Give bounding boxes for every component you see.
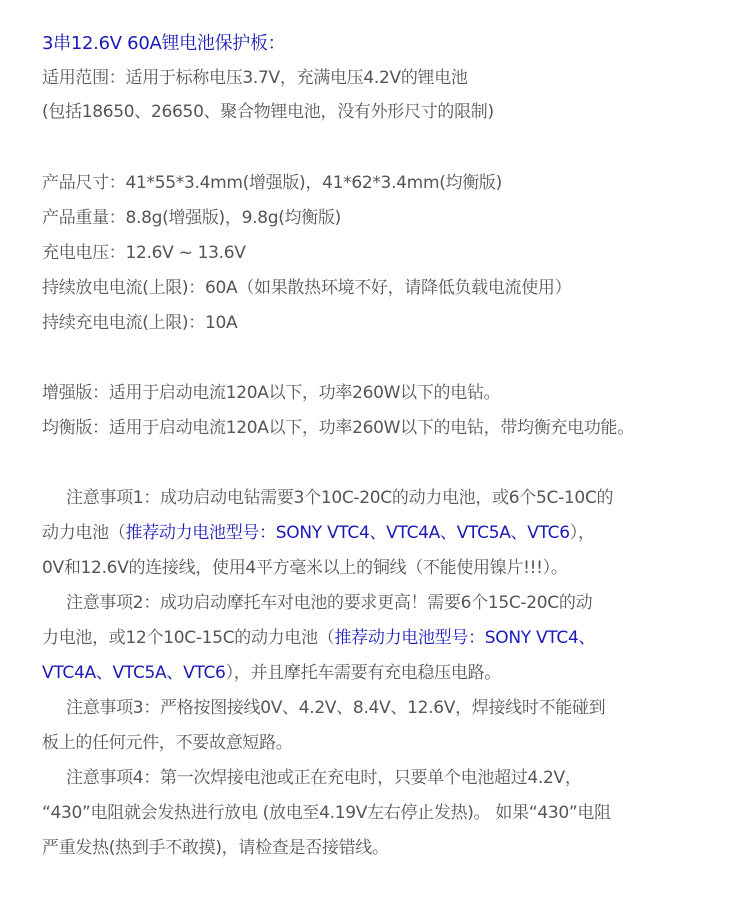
note-4-line-3: 严重发热(热到手不敢摸)，请检查是否接错线。 [42, 838, 389, 858]
note-3-line-2: 板上的任何元件，不要故意短路。 [42, 733, 293, 753]
version-balanced: 均衡版：适用于启动电流120A以下，功率260W以下的电钻，带均衡充电功能。 [42, 418, 634, 438]
note-2-line-2 [42, 626, 595, 650]
scope-line-1: 适用范围：适用于标称电压3.7V，充满电压4.2V的锂电池 [42, 68, 468, 88]
note-3-line-1: 注意事项3：严格按图接线0V、4.2V、8.4V、12.6V，焊接线时不能碰到 [66, 698, 606, 718]
note-1-text: 动力电池（ [42, 523, 126, 543]
note-2-recommended-batteries: 推荐动力电池型号：SONY VTC4、 [334, 628, 596, 648]
note-2-text-end: ），并且摩托车需要有充电稳压电路。 [225, 663, 501, 683]
note-1-line-2 [42, 521, 595, 545]
note-4-line-1: 注意事项4：第一次焊接电池或正在充电时，只要单个电池超过4.2V， [66, 768, 582, 788]
note-2-text: 力电池，或12个10C-15C的动力电池（ [42, 628, 335, 648]
note-4-line-2: “430”电阻就会发热进行放电 (放电至4.19V左右停止发热)。 如果“430”电阻 [42, 803, 611, 823]
note-2-line-1: 注意事项2：成功启动摩托车对电池的要求更高！需要6个15C-20C的动 [66, 593, 593, 613]
spec-charge-current: 持续充电电流(上限)：10A [42, 313, 238, 333]
note-1-line-3: 0V和12.6V的连接线，使用4平方毫米以上的铜线（不能使用镍片!!!）。 [42, 558, 568, 578]
spec-size: 产品尺寸：41*55*3.4mm(增强版)，41*62*3.4mm(均衡版) [42, 173, 502, 193]
spec-weight: 产品重量：8.8g(增强版)，9.8g(均衡版) [42, 208, 341, 228]
note-1-recommended-batteries: 推荐动力电池型号：SONY VTC4、VTC4A、VTC5A、VTC6 [125, 523, 570, 543]
version-enhanced: 增强版：适用于启动电流120A以下，功率260W以下的电钻。 [42, 383, 501, 403]
note-2-line-3 [42, 661, 501, 685]
spec-charge-voltage: 充电电压：12.6V ~ 13.6V [42, 243, 246, 263]
spec-discharge-current: 持续放电电流(上限)：60A（如果散热环境不好，请降低负载电流使用） [42, 278, 572, 298]
note-1-line-1: 注意事项1：成功启动电钻需要3个10C-20C的动力电池，或6个5C-10C的 [66, 488, 614, 508]
note-2-recommended-batteries-cont: VTC4A、VTC5A、VTC6 [42, 663, 226, 683]
note-1-text-end: ）， [569, 523, 595, 543]
scope-line-2: (包括18650、26650、聚合物锂电池，没有外形尺寸的限制) [42, 102, 494, 122]
page-title: 3串12.6V 60A锂电池保护板： [42, 33, 286, 54]
